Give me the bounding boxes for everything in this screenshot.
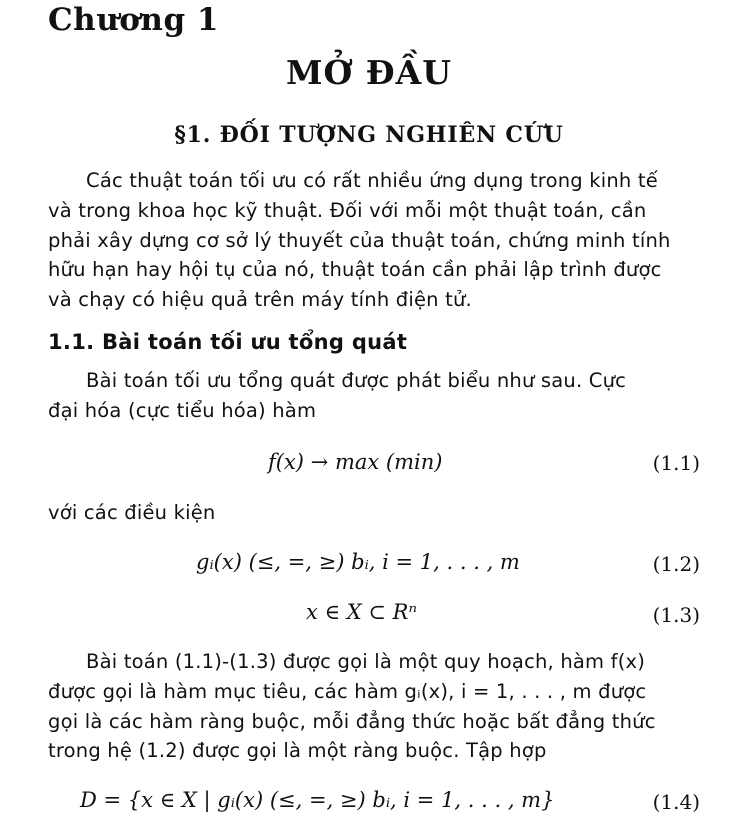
equation-1-1: f(x) → max (min) — [268, 450, 443, 474]
subsection-intro — [48, 366, 704, 426]
body-line: trong hệ (1.2) được gọi là một ràng buộc. Tập hợp — [48, 739, 547, 763]
equation-1-3: x ∈ X ⊂ Rⁿ — [306, 600, 417, 624]
intro-paragraph — [48, 166, 704, 315]
intro-line: và trong khoa học kỹ thuật. Đối với mỗi một thuật toán, cần — [48, 198, 647, 222]
subsection-heading: 1.1. Bài toán tối ưu tổng quát — [48, 330, 408, 354]
chapter-title: MỞ ĐẦU — [286, 53, 452, 92]
equation-number-1-2: (1.2) — [652, 552, 700, 576]
chapter-heading: Chương 1 — [48, 2, 220, 38]
equation-number-1-4: (1.4) — [652, 790, 700, 814]
intro-line: Các thuật toán tối ưu có rất nhiều ứng dụng trong kinh tế — [86, 169, 658, 192]
sub-intro-line: Bài toán tối ưu tổng quát được phát biểu như sau. Cực — [86, 369, 627, 392]
intro-line: phải xây dựng cơ sở lý thuyết của thuật toán, chứng minh tính — [48, 228, 671, 252]
body-line: được gọi là hàm mục tiêu, các hàm gᵢ(x), i = 1, . . . , m được — [48, 679, 647, 703]
intro-line: hữu hạn hay hội tụ của nó, thuật toán cần phải lập trình được — [48, 258, 662, 282]
equation-1-2: gᵢ(x) (≤, =, ≥) bᵢ, i = 1, . . . , m — [196, 550, 520, 574]
equation-number-1-1: (1.1) — [652, 451, 700, 475]
sub-intro-line: đại hóa (cực tiểu hóa) hàm — [48, 398, 317, 422]
body-paragraph — [48, 647, 704, 766]
body-line: gọi là các hàm ràng buộc, mỗi đẳng thức hoặc bất đẳng thức — [48, 709, 656, 733]
conditions-label: với các điều kiện — [48, 501, 216, 524]
section-heading: §1. ĐỐI TƯỢNG NGHIÊN CỨU — [174, 122, 564, 148]
intro-line: và chạy có hiệu quả trên máy tính điện tử. — [48, 288, 472, 312]
equation-1-4: D = {x ∈ X | gᵢ(x) (≤, =, ≥) bᵢ, i = 1, . . . , m} — [80, 788, 555, 812]
equation-number-1-3: (1.3) — [652, 603, 700, 627]
body-line: Bài toán (1.1)-(1.3) được gọi là một quy hoạch, hàm f(x) — [86, 650, 646, 673]
